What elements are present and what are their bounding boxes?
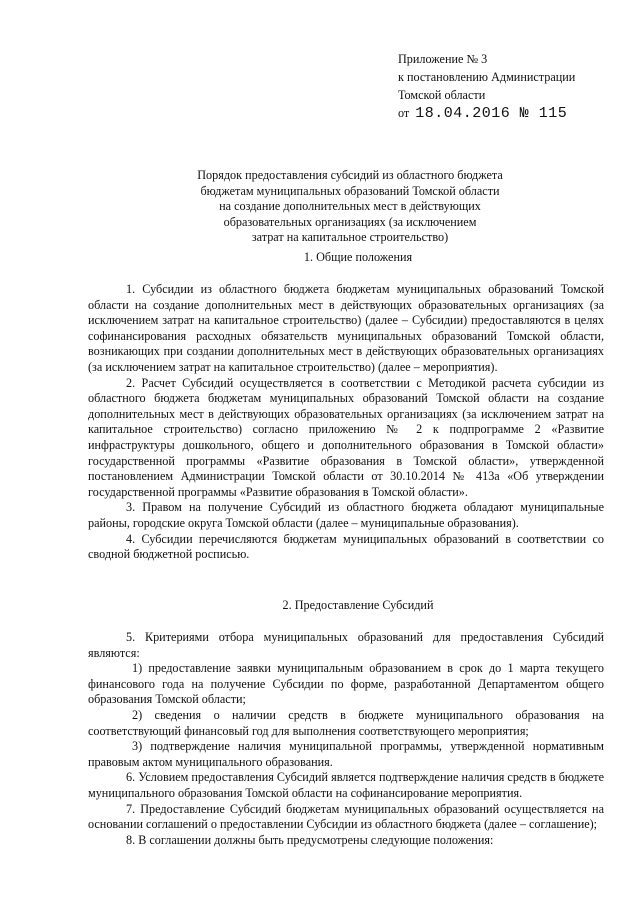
title-line: Порядок предоставления субсидий из областного бюджета [197,168,503,182]
appendix-block [398,50,575,123]
criteria-item-2: 2) сведения о наличии средств в бюджете муниципального образования на соответствующий финансовый год для выполнения соответствующего мероприятия; [88,707,604,738]
appendix-region: Томской области [398,88,486,102]
paragraph-8: 8. В соглашении должны быть предусмотрены следующие положения: [126,832,494,847]
section-1-body [88,282,604,563]
paragraph-1: 1. Субсидии из областного бюджета бюджетам муниципальных образований Томской области на создание дополнительных мест в действующих образовательных организациях (за исключением затрат на капитальное строительство) (далее – Субсидии) предоставляются в целях софинансирования расходных обязательств муниципальных образований Томской области, возникающих при создании дополнительных мест в действующих образовательных организациях (за исключением затрат на капитальное строительство) (далее – мероприятия). [88,282,604,374]
paragraph-2: 2. Расчет Субсидий осуществляется в соответствии с Методикой расчета субсидии из областного бюджета бюджетам муниципальных образований Томской области на создание дополнительных мест в действующих образовательных организациях (за исключением затрат на капитальное строительство) согласно приложению № 2 к подпрограмме 2 «Развитие инфраструктуры дошкольного, общего и дополнительного образования в Томской области» государственной программы «Развитие образования в Томской области», утвержденной постановлением Администрации Томской области от 30.10.2014 № 413а «Об утверждении государственной программы «Развитие образования в Томской области». [88,375,604,499]
title-line: бюджетам муниципальных образований Томской области [200,183,500,198]
section-2-body [88,630,604,848]
paragraph-7: 7. Предоставление Субсидий бюджетам муниципальных образований осуществляется на основании соглашений о предоставлении Субсидии из областного бюджета (далее – соглашение); [88,801,604,832]
title-line: на создание дополнительных мест в действующих [219,199,481,214]
paragraph-3: 3. Правом на получение Субсидий из областного бюджета обладают муниципальные районы, городские округа Томской области (далее – муниципальные образования). [88,500,604,530]
section-1-heading: 1. Общие положения [303,250,413,264]
appendix-resolution: к постановлению Администрации [398,70,576,84]
date-prefix: от [398,106,410,120]
appendix-number: Приложение № 3 [398,52,488,66]
criteria-item-1: 1) предоставление заявки муниципальным образованием в срок до 1 марта текущего финансового года на получение Субсидии по форме, разработанной Департаментом общего образования Томской области; [88,661,604,707]
paragraph-6: 6. Условием предоставления Субсидий является подтверждение наличия средств в бюджете муниципального образования Томской области на софинансирование мероприятия. [88,770,604,800]
criteria-item-3: 3) подтверждение наличия муниципальной программы, утвержденной нормативным правовым актом муниципального образования. [88,739,604,769]
document-title [130,168,570,246]
paragraph-5: 5. Критериями отбора муниципальных образований для предоставления Субсидий являются: [88,630,604,660]
appendix-date-line [398,104,575,123]
date-stamp: 18.04.2016 № 115 [415,105,568,122]
paragraph-4: 4. Субсидии перечисляются бюджетам муниципальных образований в соответствии со сводной бюджетной росписью. [88,531,604,562]
section-2-heading: 2. Предоставление Субсидий [282,598,434,612]
title-line: образовательных организациях (за исключением [223,214,477,229]
title-line: затрат на капитальное строительство) [251,230,449,245]
